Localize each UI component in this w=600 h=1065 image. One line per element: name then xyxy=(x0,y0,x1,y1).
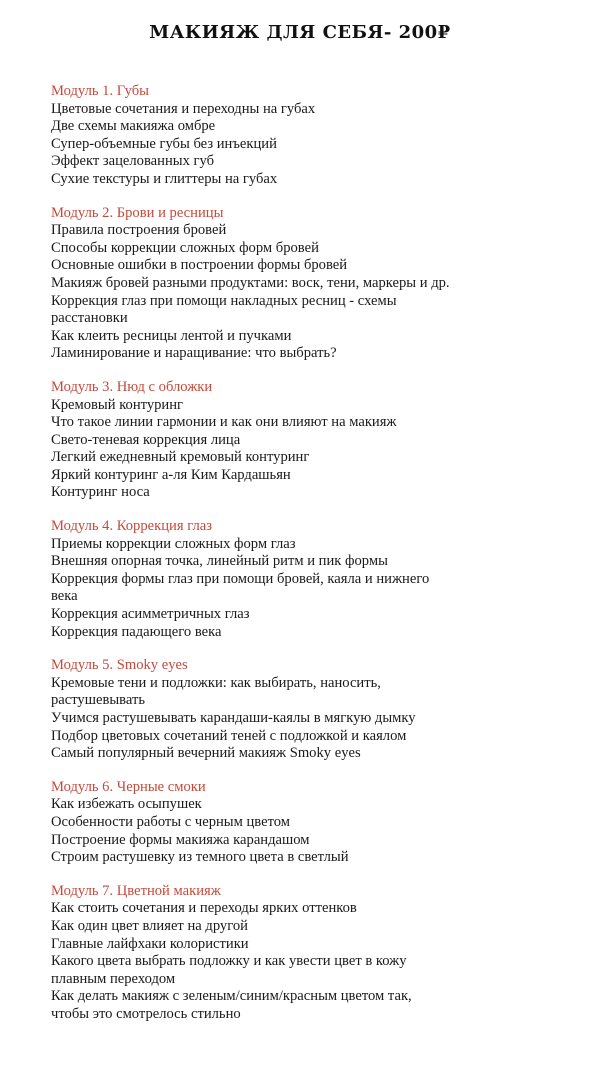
list-item: Коррекция асимметричных глаз xyxy=(51,606,250,623)
list-item: Ламинирование и наращивание: что выбрать? xyxy=(51,345,337,362)
list-item: Две схемы макияжа омбре xyxy=(51,118,216,135)
module-list xyxy=(51,83,451,1040)
list-item: Свето-теневая коррекция лица xyxy=(51,431,241,448)
module-items xyxy=(51,101,451,189)
list-item: Сухие текстуры и глиттеры на губах xyxy=(51,170,278,187)
list-item: Эффект зацелованных губ xyxy=(51,153,215,170)
module-6 xyxy=(51,779,451,867)
list-item: Макияж бровей разными продуктами: воск, тени, маркеры и др. xyxy=(51,274,450,291)
module-title: Модуль 1. Губы xyxy=(51,83,149,99)
list-item: Самый популярный вечерний макияж Smoky eyes xyxy=(51,745,361,762)
list-item: Кремовые тени и подложки: как выбирать, наносить, растушевывать xyxy=(51,674,381,709)
module-items xyxy=(51,796,451,866)
list-item: Яркий контуринг а-ля Ким Кардашьян xyxy=(51,466,291,483)
list-item: Коррекция глаз при помощи накладных ресниц - схемы расстановки xyxy=(51,292,397,327)
module-5 xyxy=(51,657,451,763)
list-item: Главные лайфхаки колористики xyxy=(51,935,249,952)
list-item: Учимся растушевывать карандаши-каялы в мягкую дымку xyxy=(51,710,416,726)
list-item: Способы коррекции сложных форм бровей xyxy=(51,239,319,256)
module-4 xyxy=(51,518,451,641)
list-item: Основные ошибки в построении формы бровей xyxy=(51,257,348,274)
list-item: Легкий ежедневный кремовый контуринг xyxy=(51,449,310,466)
list-item: Внешняя опорная точка, линейный ритм и пик формы xyxy=(51,553,388,570)
module-title: Модуль 4. Коррекция глаз xyxy=(51,518,212,535)
list-item: Построение формы макияжа карандашом xyxy=(51,831,310,848)
list-item: Как один цвет влияет на другой xyxy=(51,917,248,934)
module-title: Модуль 5. Smoky eyes xyxy=(51,657,188,674)
list-item: Строим растушевку из темного цвета в светлый xyxy=(51,849,349,866)
list-item: Коррекция падающего века xyxy=(51,623,222,640)
list-item: Правила построения бровей xyxy=(51,222,227,239)
module-3 xyxy=(51,379,451,502)
list-item: Супер-объемные губы без инъекций xyxy=(51,135,277,152)
module-title: Модуль 2. Брови и ресницы xyxy=(51,204,224,221)
module-title: Модуль 7. Цветной макияж xyxy=(51,882,221,899)
module-1 xyxy=(51,83,451,189)
module-title: Модуль 3. Нюд с обложки xyxy=(51,378,213,395)
list-item: Приемы коррекции сложных форм глаз xyxy=(51,535,296,552)
list-item: Как стоить сочетания и переходы ярких оттенков xyxy=(51,900,357,917)
module-items xyxy=(51,675,451,763)
list-item: Что такое линии гармонии и как они влияют на макияж xyxy=(51,414,397,431)
list-item: Как делать макияж с зеленым/синим/красным цветом так, чтобы это смотрелось стильно xyxy=(51,988,412,1022)
module-title: Модуль 6. Черные смоки xyxy=(51,778,206,795)
list-item: Цветовые сочетания и переходны на губах xyxy=(51,100,316,117)
list-item: Кремовый контуринг xyxy=(51,396,184,413)
list-item: Как клеить ресницы лентой и пучками xyxy=(51,327,292,344)
module-items xyxy=(51,397,451,503)
page-title: МАКИЯЖ ДЛЯ СЕБЯ- 200₽ xyxy=(149,22,451,43)
list-item: Особенности работы с черным цветом xyxy=(51,813,291,830)
list-item: Коррекция формы глаз при помощи бровей, каяла и нижнего века xyxy=(51,570,430,605)
module-7 xyxy=(51,883,451,1024)
module-items xyxy=(51,900,451,1023)
module-2 xyxy=(51,205,451,363)
module-items xyxy=(51,536,451,642)
list-item: Контуринг носа xyxy=(51,484,150,501)
list-item: Какого цвета выбрать подложку и как увести цвет в кожу плавным переходом xyxy=(51,953,407,987)
module-items xyxy=(51,222,451,363)
list-item: Как избежать осыпушек xyxy=(51,796,202,813)
list-item: Подбор цветовых сочетаний теней с подложкой и каялом xyxy=(51,727,407,744)
